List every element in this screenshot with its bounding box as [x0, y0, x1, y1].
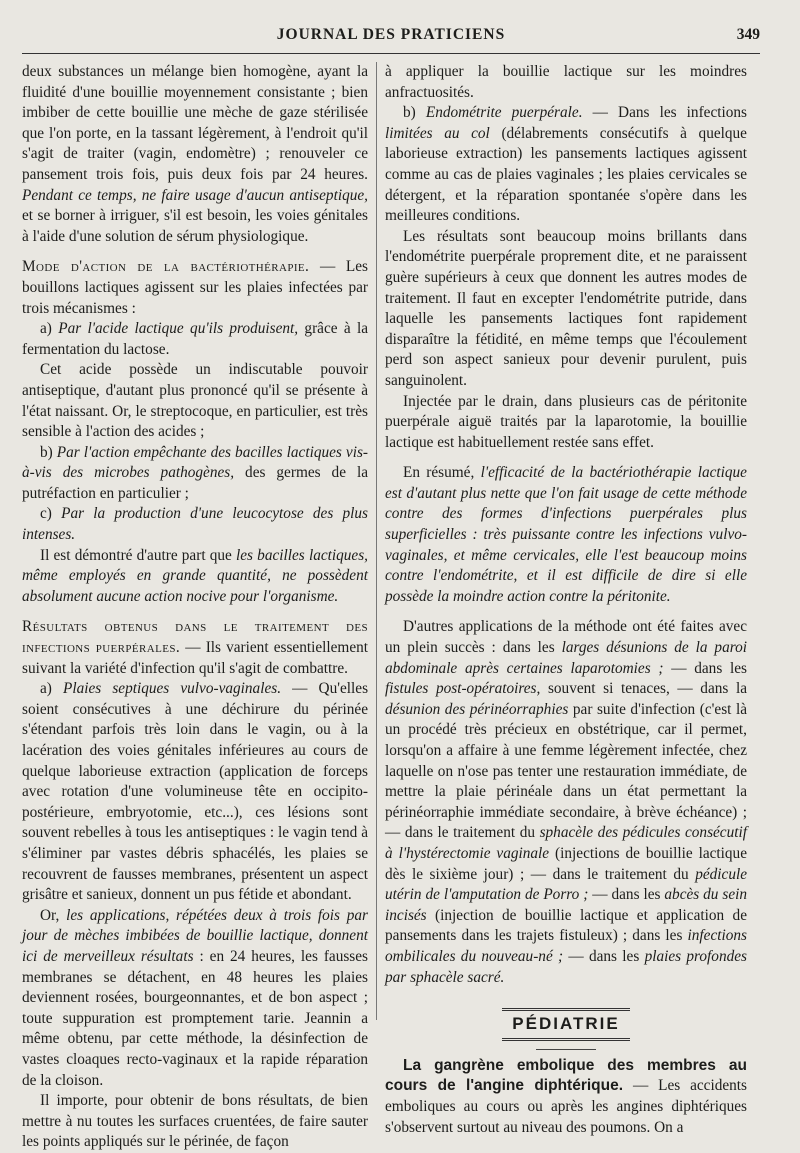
paragraph: [22, 906, 368, 1091]
text: par suite d'infection (c'est là un procédé très précieux en obstétrique, car il permet, lorsqu'on a affaire à une femme légèrement infectée, chez laquelle on n'ose pas tenter une restauration immédiate, de mettre la plaie périnéale dans un état permettant la périnéorraphie immédiate secondaire, à brève échéance) ; — dans le traitement du: [385, 700, 747, 842]
text: — Les bouillons lactiques agissent sur les plaies infectées par trois mécanismes :: [22, 258, 368, 317]
text: : en 24 heures, les fausses membranes se détachent, en 48 heures les plaies deviennent rosées, bourgeonnantes, et de bon aspect ; toute suppuration est promptement tarie. Jeannin a même obtenu, par cette méthode, la désinfection de vastes cloaques recto-vaginaux et la rapide réparation de la cloison.: [22, 947, 369, 1089]
paragraph: [385, 103, 747, 227]
paragraph: [22, 360, 368, 442]
text: — dans les: [568, 947, 640, 965]
text: Or,: [40, 906, 60, 924]
text: Les résultats sont beaucoup moins brillants dans l'endométrite puerpérale proprement dite, et ne paraissent guère supérieurs à ceux que donnent les autres modes de traitement. Il faut en excepter l'endométrite putride, dans laquelle les pansements lactiques font rapidement disparaître la fétidité, en même temps que l'écoulement perd son aspect sanieux pour devenir purulent, puis sanguinolent.: [385, 227, 747, 389]
paragraph: [22, 62, 368, 247]
text: — Qu'elles soient consécutives à une déchirure du périnée s'étendant parfois très loin dans le vagin, ou à la lacération des voies génitales inférieures au cours de quelque laborieuse extraction (application de forceps avec rotation d'une volumineuse tête en occipito-postérieure, embryotomie, etc...), ces lésions sont souvent rebelles à tous les antiseptiques : le vagin tend à s'éliminer par vastes débris sphacélés, les plaies se recouvrent de fausses membranes, présentent un aspect grisâtre et sanieux, donnent un pus fétide et abondant.: [22, 680, 369, 904]
text: des germes de la putréfaction en particulier ;: [22, 464, 369, 502]
italic-text: plaies profondes par sphacèle sacré.: [385, 947, 747, 986]
paragraph: [385, 463, 747, 607]
text: (injection de bouillie lactique et application de pansements dans les trajets fistuleux) ; dans les: [385, 906, 747, 945]
list-label: b): [40, 443, 53, 461]
paragraph: [22, 546, 368, 608]
italic-text: Par la production d'une leucocytose des plus intenses.: [22, 505, 368, 544]
running-header: [22, 18, 760, 52]
italic-text: Pendant ce temps, ne faire usage d'aucun antiseptique,: [22, 186, 368, 204]
italic-text: Par l'action empêchante des bacilles lactiques vis-à-vis des microbes pathogènes,: [22, 443, 368, 482]
paragraph: [385, 62, 747, 103]
text: — Les accidents emboliques au cours ou après les angines diphtériques s'observent surtout au niveau des poumons. On a: [385, 1077, 747, 1136]
text: à appliquer la bouillie lactique sur les moindres anfractuosités.: [385, 63, 747, 101]
paragraph: [22, 443, 368, 505]
text: deux substances un mélange bien homogène, ayant la fluidité d'une bouillie moyennement consistante ; bien imbiber de cette bouillie une mèche de gaze stérilisée que l'on porte, en la tassant légèrement, à l'endroit qu'il s'agit de traiter (vagin, endomètre) ; renouveler ce pansement trois fois, puis deux fois par 24 heures.: [22, 63, 368, 183]
paragraph: [22, 257, 368, 319]
italic-text: Par l'acide lactique qu'ils produisent,: [58, 320, 299, 338]
page-number: 349: [736, 26, 760, 43]
italic-text: les applications, répétées deux à trois fois par jour de mèches imbibées de bouillie lactique, donnent ici de merveilleux résultats: [22, 906, 368, 965]
italic-text: limitées au col: [385, 124, 490, 142]
paragraph: [22, 617, 368, 679]
subheading: Mode d'action de la bactériothérapie.: [22, 258, 310, 276]
text: Cet acide possède un indiscutable pouvoir antiseptique, d'autant plus prononcé qu'il se présente à l'état naissant. Or, le streptocoque, en particulier, est très sensible à l'action des acides ;: [22, 361, 368, 441]
subheading: Résultats obtenus dans le traitement des infections puerpérales.: [22, 618, 368, 657]
italic-text: Endométrite puerpérale.: [425, 104, 583, 122]
italic-text: pédicule utérin de l'amputation de Porro ;: [385, 865, 748, 904]
text: et se borner à irriguer, s'il est besoin, les voies génitales à l'aide d'une solution de sérum physiologique.: [22, 207, 368, 245]
text: — dans les: [592, 886, 661, 904]
text: Il est démontré d'autre part que: [40, 546, 232, 564]
journal-title: JOURNAL DES PRATICIENS: [276, 26, 506, 43]
italic-text: larges désunions de la paroi abdominale après certaines laparotomies ;: [385, 639, 748, 677]
paragraph: [22, 504, 368, 545]
paragraph: [22, 1091, 368, 1153]
text: — Ils varient essentiellement suivant la variété d'infection qu'il s'agit de combattre.: [22, 639, 369, 677]
column-divider: [376, 62, 377, 1020]
list-label: b): [403, 104, 416, 122]
list-label: c): [40, 505, 52, 523]
text: D'autres applications de la méthode ont été faites avec un plein succès : dans les: [385, 618, 747, 657]
italic-text: infections ombilicales du nouveau-né ;: [385, 927, 748, 965]
paragraph: [385, 392, 747, 454]
italic-text: sphacèle des pédicules consécutif à l'hystérectomie vaginale: [385, 824, 747, 862]
list-label: a): [40, 680, 52, 698]
text: — Dans les infections: [592, 104, 747, 122]
text: (délabrements consécutifs à quelque laborieuse extraction) les pansements lactiques agissent comme au cas de plaies vaginales ; les plaies cervicales se détergent, et la réparation spontanée s'opère dans les meilleures conditions.: [385, 124, 747, 225]
paragraph: [385, 227, 747, 392]
paragraph: [385, 617, 747, 988]
text: souvent si tenaces, — dans la: [547, 680, 747, 698]
text: (injections de bouillie lactique dès le sixième jour) ; — dans le traitement du: [385, 844, 747, 883]
italic-text: désunion des périnéorraphies: [385, 700, 569, 718]
text: — dans les: [671, 659, 747, 677]
list-label: a): [40, 320, 52, 338]
text: En résumé,: [403, 464, 475, 482]
paragraph: [22, 679, 368, 906]
italic-text: abcès du sein incisés: [385, 886, 748, 924]
left-column: [22, 62, 368, 1153]
text: Injectée par le drain, dans plusieurs cas de péritonite puerpérale aiguë traités par la laparotomie, la bouillie lactique est habituellement restée sans effet.: [385, 392, 747, 451]
text: Il importe, pour obtenir de bons résultats, de bien mettre à nu toutes les surfaces cruentées, de faire sauter les points appliqués sur le périnée, de façon: [22, 1092, 368, 1151]
section-heading: [385, 1008, 747, 1041]
italic-text: Plaies septiques vulvo-vaginales.: [63, 680, 282, 698]
right-column: [385, 62, 747, 1138]
header-rule: [22, 53, 760, 54]
section-title: PÉDIATRIE: [502, 1008, 629, 1041]
article-headline: La gangrène embolique des membres au cours de l'angine diphtérique.: [385, 1056, 747, 1095]
paragraph: [385, 1056, 747, 1138]
ornament-rule: [536, 1049, 596, 1050]
italic-text: fistules post-opératoires,: [385, 680, 541, 698]
italic-text: l'efficacité de la bactériothérapie lactique est d'autant plus nette que l'on fait usage de cette méthode contre des formes d'infections puerpérales plus superficielles : très puissante contre les infections vulvo-vaginales, et même cervicales, elle l'est beaucoup moins contre l'endométrite, et il est difficile de dire si elle possède la moindre action contre la péritonite.: [385, 464, 747, 605]
italic-text: les bacilles lactiques, même employés en grande quantité, ne possèdent absolument aucune action nocive pour l'organisme.: [22, 546, 368, 605]
text: grâce à la fermentation du lactose.: [22, 320, 369, 358]
paragraph: [22, 319, 368, 360]
